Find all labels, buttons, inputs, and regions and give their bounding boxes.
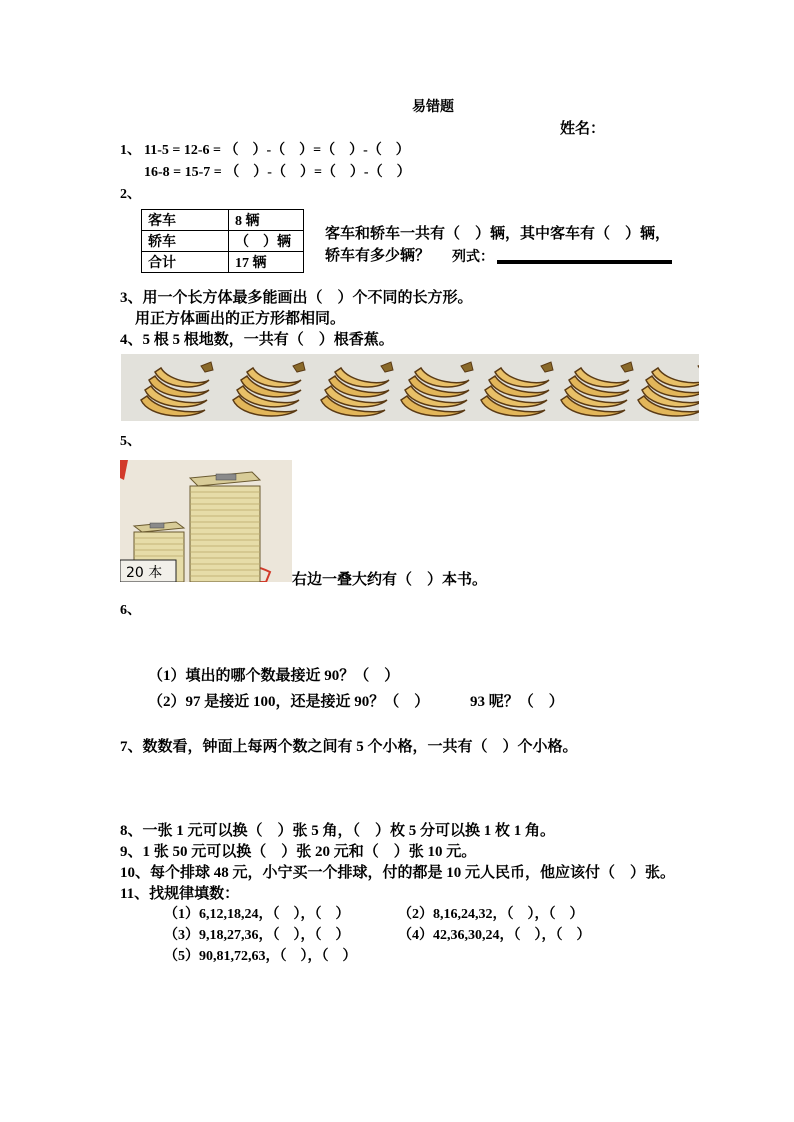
table-cell: 轿车	[142, 231, 229, 252]
q5-number: 5、	[120, 434, 141, 449]
q7-text: 7、数数看，钟面上每两个数之间有 5 个小格，一共有（ ）个小格。	[120, 739, 578, 755]
q1-line1: 11-5 = 12-6 = （ ）-（ ）=（ ）-（ ）	[144, 143, 410, 158]
q11-row2-left: （3）9,18,27,36，（ ），（ ）	[164, 928, 350, 943]
q8-text: 8、一张 1 元可以换（ ）张 5 角，（ ）枚 5 分可以换 1 枚 1 角。	[120, 823, 556, 839]
book-stack-image	[120, 460, 292, 582]
page-title: 易错题	[412, 100, 454, 115]
banana-bunch	[638, 362, 699, 416]
banana-bunches-svg	[121, 354, 699, 421]
name-label: 姓名：	[560, 121, 606, 137]
table-cell: 合计	[142, 252, 229, 273]
book-label: 20 本	[126, 565, 163, 581]
banana-bunch	[233, 362, 305, 416]
table-cell: 8 辆	[229, 210, 304, 231]
q3-line2: 用正方体画出的正方形都相同。	[135, 311, 346, 327]
banana-bunch	[141, 362, 213, 416]
table-cell: 17 辆	[229, 252, 304, 273]
q11-row2-right: （4）42,36,30,24，（ ），（ ）	[398, 928, 591, 943]
banana-bunch	[401, 362, 473, 416]
q4-line1: 4、5 根 5 根地数，一共有（ ）根香蕉。	[120, 332, 394, 348]
q11-row1-right: （2）8,16,24,32，（ ），（ ）	[398, 907, 584, 922]
q2-text1: 客车和轿车一共有（ ）辆，其中客车有（ ）辆，	[325, 226, 671, 242]
q6-sub2: （2）97 是接近 100，还是接近 90？（ ）	[148, 694, 430, 710]
q5-text: 右边一叠大约有（ ）本书。	[292, 572, 488, 588]
q10-text: 10、每个排球 48 元，小宁买一个排球，付的都是 10 元人民币，他应该付（ ）张。	[120, 865, 676, 881]
q1-line2: 16-8 = 15-7 = （ ）-（ ）=（ ）-（ ）	[144, 165, 411, 180]
banana-image	[121, 354, 699, 421]
banana-bunch	[481, 362, 553, 416]
q2-formula-label: 列式：	[452, 250, 494, 265]
q1-number: 1、	[120, 143, 141, 158]
q2-text2: 轿车有多少辆？	[325, 248, 431, 264]
table-row	[142, 210, 304, 231]
q3-line1: 3、用一个长方体最多能画出（ ）个不同的长方形。	[120, 290, 473, 306]
vehicle-table	[141, 209, 304, 273]
q6-sub2b: 93 呢？（ ）	[470, 694, 564, 710]
answer-line	[497, 260, 672, 264]
table-cell: 客车	[142, 210, 229, 231]
table-row	[142, 231, 304, 252]
q2-number: 2、	[120, 187, 141, 202]
q6-number: 6、	[120, 603, 141, 618]
q11-row3-left: （5）90,81,72,63，（ ），（ ）	[164, 949, 357, 964]
q9-text: 9、1 张 50 元可以换（ ）张 20 元和（ ）张 10 元。	[120, 844, 477, 860]
table-cell: （ ）辆	[229, 231, 304, 252]
banana-bunch	[321, 362, 393, 416]
banana-bunch	[561, 362, 633, 416]
table-row	[142, 252, 304, 273]
q11-row1-left: （1）6,12,18,24，（ ），（ ）	[164, 907, 350, 922]
q11-title: 11、找规律填数：	[120, 886, 240, 902]
q6-sub1: （1）填出的哪个数最接近 90？（ ）	[148, 668, 400, 684]
